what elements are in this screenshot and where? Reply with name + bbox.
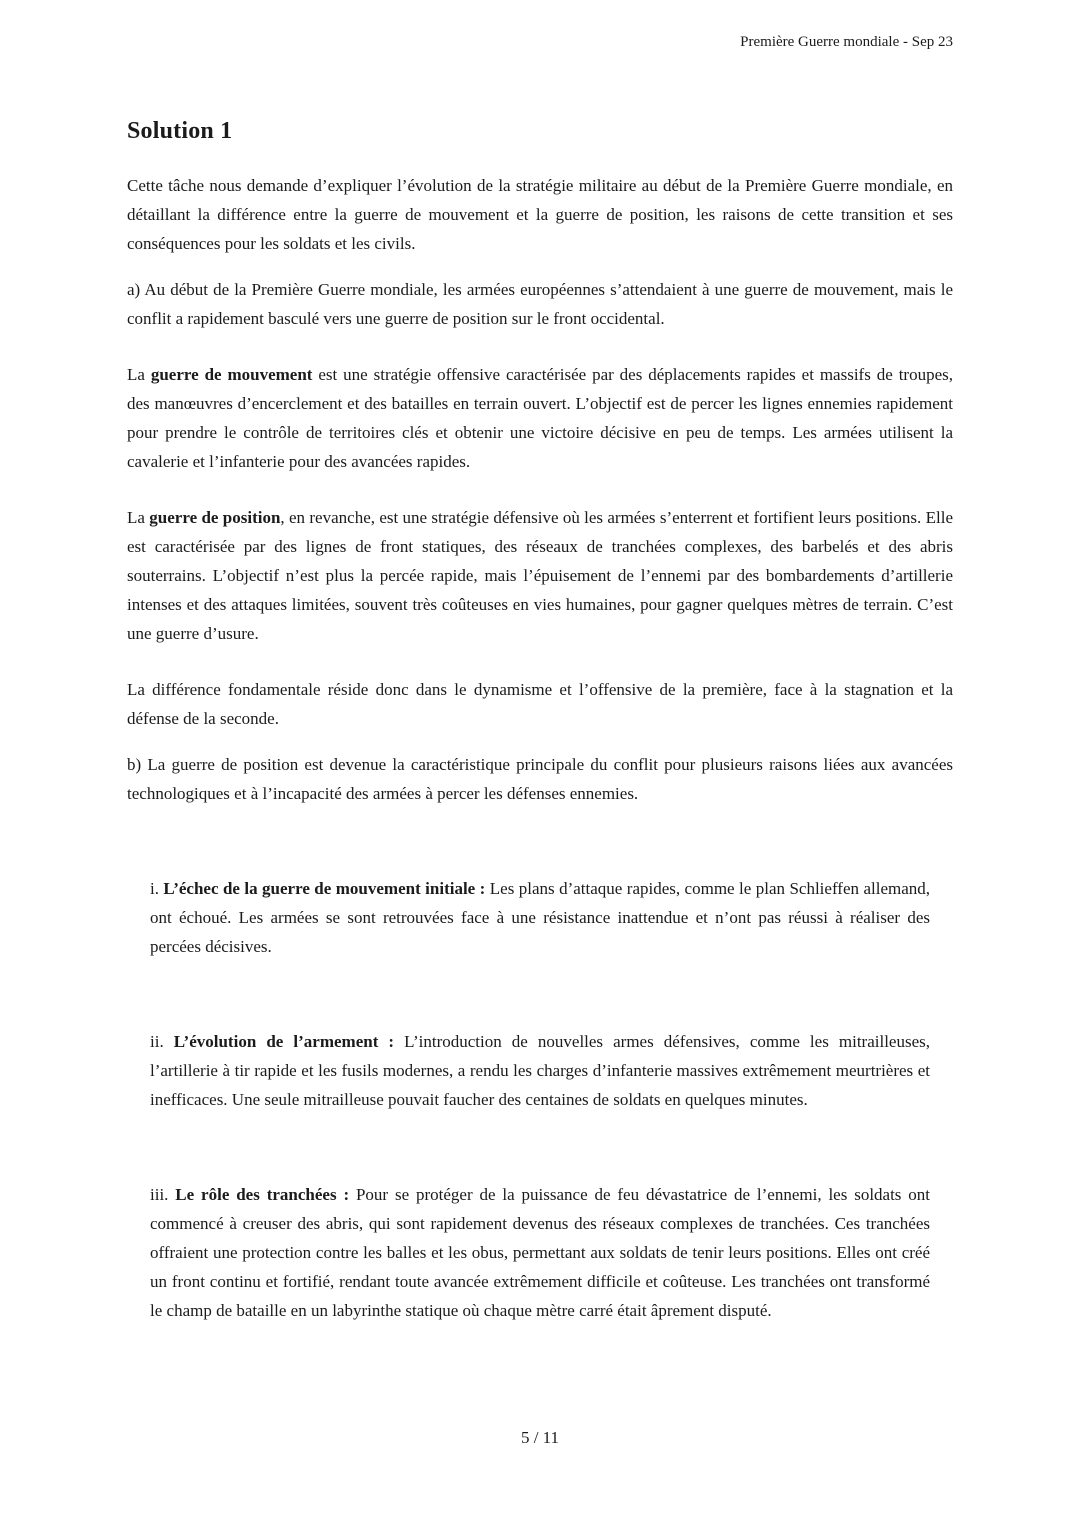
paragraph-guerre-mouvement bbox=[127, 360, 953, 476]
item-heading-echec: L’échec de la guerre de mouvement initiale : bbox=[163, 879, 486, 898]
text-run: Pour se protéger de la puissance de feu dévastatrice de l’ennemi, les soldats ont commencé à creuser des abris, qui sont rapidement devenus des réseaux complexes de tranchées. Ces tranchées offraient une protection contre les balles et les obus, permettant aux soldats de tenir leurs positions. Elles ont créé un front continu et fortifié, rendant toute avancée extrêmement difficile et coûteuse. Les tranchées ont transformé le champ de bataille en un labyrinthe statique où chaque mètre carré était âprement disputé. bbox=[150, 1185, 931, 1320]
page-number bbox=[0, 1428, 1080, 1448]
document-content bbox=[127, 118, 953, 1342]
header-text: Première Guerre mondiale - Sep 23 bbox=[740, 34, 953, 50]
item-number: iii. bbox=[150, 1185, 176, 1204]
list-item-ii bbox=[150, 1027, 930, 1114]
item-number: ii. bbox=[150, 1032, 174, 1051]
list-item-i bbox=[150, 874, 930, 961]
text-run: L’introduction de nouvelles armes défensives, comme les mitrailleuses, l’artillerie à tir rapide et les fusils modernes, a rendu les charges d’infanterie massives extrêmement meurtrières et inefficaces. Une seule mitrailleuse pouvait faucher des centaines de soldats en quelques minutes. bbox=[150, 1032, 930, 1109]
item-heading-tranchees: Le rôle des tranchées : bbox=[175, 1185, 350, 1204]
paragraph-guerre-position bbox=[127, 503, 953, 648]
list-item-iii bbox=[150, 1180, 930, 1325]
paragraph-intro: Cette tâche nous demande d’expliquer l’évolution de la stratégie militaire au début de la Première Guerre mondiale, en détaillant la différence entre la guerre de mouvement et la guerre de position, les raisons de cette transition et ses conséquences pour les soldats et les civils. bbox=[127, 176, 953, 253]
paragraph-a: a) Au début de la Première Guerre mondiale, les armées européennes s’attendaient à une guerre de mouvement, mais le conflit a rapidement basculé vers une guerre de position sur le front occidental. bbox=[127, 280, 953, 328]
text-run: La bbox=[127, 508, 150, 527]
page-header bbox=[127, 34, 953, 51]
item-number: i. bbox=[150, 879, 164, 898]
paragraph-b: b) La guerre de position est devenue la caractéristique principale du conflit pour plusieurs raisons liées aux avancées technologiques et à l’incapacité des armées à percer les défenses ennemies. bbox=[127, 755, 953, 803]
bold-term-guerre-position: guerre de position bbox=[149, 508, 281, 527]
solution-title: Solution 1 bbox=[127, 118, 233, 144]
paragraph-difference: La différence fondamentale réside donc dans le dynamisme et l’offensive de la première, face à la stagnation et la défense de la seconde. bbox=[127, 680, 953, 728]
item-heading-armement: L’évolution de l’armement : bbox=[173, 1032, 395, 1051]
text-run: , en revanche, est une stratégie défensive où les armées s’enterrent et fortifient leurs positions. Elle est caractérisée par des lignes de front statiques, des réseaux de tranchées complexes, des barbelés et des abris souterrains. L’objectif n’est plus la percée rapide, mais l’épuisement de l’ennemi par des bombardements d’artillerie intenses et des attaques limitées, souvent très coûteuses en vies humaines, pour gagner quelques mètres de terrain. C’est une guerre d’usure. bbox=[127, 508, 953, 643]
text-run: Les plans d’attaque rapides, comme le plan Schlieffen allemand, ont échoué. Les armées se sont retrouvées face à une résistance inattendue et n’ont pas réussi à réaliser des percées décisives. bbox=[150, 879, 931, 956]
page-number-text: 5 / 11 bbox=[520, 1428, 560, 1447]
text-run: est une stratégie offensive caractérisée par des déplacements rapides et massifs de troupes, des manœuvres d’encerclement et des batailles en terrain ouvert. L’objectif est de percer les lignes ennemies rapidement pour prendre le contrôle de territoires clés et obtenir une victoire décisive en peu de temps. Les armées utilisent la cavalerie et l’infanterie pour des avancées rapides. bbox=[127, 365, 953, 471]
bold-term-guerre-mouvement: guerre de mouvement bbox=[150, 365, 313, 384]
text-run: La bbox=[127, 365, 151, 384]
